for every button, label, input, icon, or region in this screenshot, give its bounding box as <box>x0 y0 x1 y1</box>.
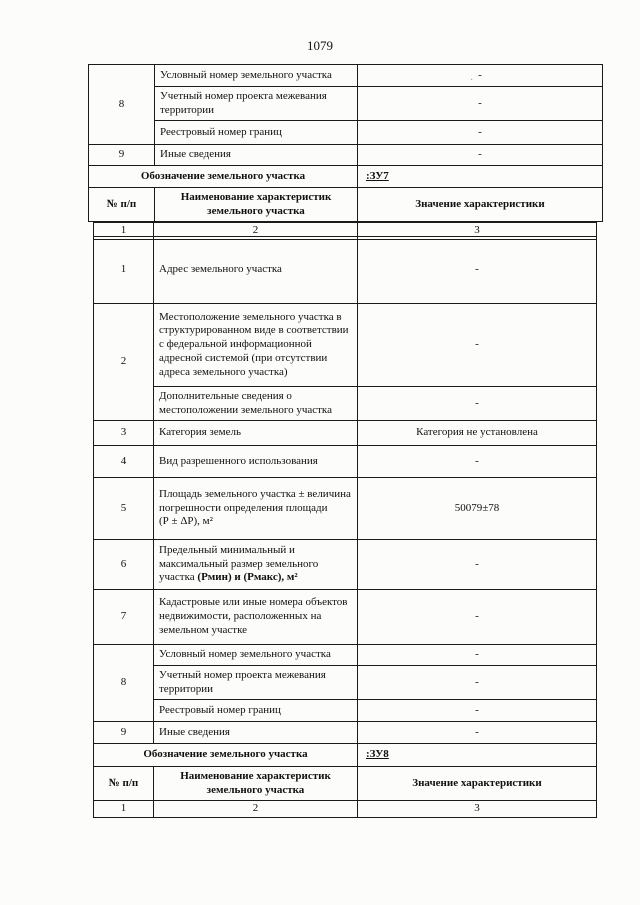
characteristic-name: Вид разрешенного использования <box>154 446 358 478</box>
characteristic-name: Условный номер земельного участка <box>154 645 358 666</box>
characteristic-value: - <box>358 666 597 700</box>
colnum-1: 1 <box>94 223 154 240</box>
row-number: 4 <box>94 446 154 478</box>
header-name: Наименование характеристик земельного участка <box>154 767 358 801</box>
row-number: 3 <box>94 421 154 446</box>
row-number: 8 <box>94 645 154 722</box>
scan-speck: · <box>470 75 474 86</box>
colnum-3: 3 <box>358 223 597 240</box>
table-row <box>89 65 603 87</box>
colnum-3: 3 <box>358 801 597 818</box>
row-number: 9 <box>89 145 155 166</box>
table-row <box>94 478 597 540</box>
size-formula: (Рмин) и (Рмакс), м² <box>197 571 298 584</box>
parcel-caption: Обозначение земельного участка <box>94 744 358 767</box>
characteristic-value: - <box>358 87 603 121</box>
characteristic-value: - <box>358 237 597 304</box>
table-row <box>94 387 597 421</box>
header-value: Значение характеристики <box>358 188 603 222</box>
table-row <box>94 446 597 478</box>
table-row <box>94 304 597 387</box>
characteristic-name: Учетный номер проекта межевания территории <box>154 666 358 700</box>
characteristic-value: - <box>358 540 597 590</box>
characteristic-name: Реестровый номер границ <box>154 700 358 722</box>
parcel-caption: Обозначение земельного участка <box>89 166 358 188</box>
colnum-2: 2 <box>154 223 358 240</box>
characteristic-value: - <box>358 446 597 478</box>
table-continuation <box>88 64 603 222</box>
parcel-designation: :ЗУ8 <box>358 744 597 767</box>
characteristic-name: Иные сведения <box>155 145 358 166</box>
characteristic-name: Категория земель <box>154 421 358 446</box>
characteristic-value: - <box>358 700 597 722</box>
table-row <box>94 700 597 722</box>
header-value: Значение характеристики <box>358 767 597 801</box>
row-number: 9 <box>94 722 154 744</box>
header-row <box>94 767 597 801</box>
characteristic-value: Категория не установлена <box>358 421 597 446</box>
table-row <box>94 590 597 645</box>
row-number: 1 <box>94 237 154 304</box>
row-number: 6 <box>94 540 154 590</box>
colnum-row <box>94 223 597 240</box>
characteristic-name: Дополнительные сведения о местоположении земельного участка <box>154 387 358 421</box>
characteristic-value: - <box>358 304 597 387</box>
header-num: № п/п <box>89 188 155 222</box>
characteristic-name <box>154 478 358 540</box>
header-row <box>89 188 603 222</box>
characteristic-name: Условный номер земельного участка <box>155 65 358 87</box>
table-row <box>94 237 597 304</box>
characteristic-value: - <box>358 590 597 645</box>
row-number: 5 <box>94 478 154 540</box>
header-name: Наименование характеристик земельного участка <box>155 188 358 222</box>
characteristic-value: - <box>358 145 603 166</box>
header-num: № п/п <box>94 767 154 801</box>
colnum-2: 2 <box>154 801 358 818</box>
size-label: Предельный минимальный и максимальный размер земельного участка <box>159 543 319 584</box>
table-row <box>94 645 597 666</box>
characteristic-name: Местоположение земельного участка в структурированном виде в соответствии с федеральной информационной адресной системой (при отсутствии адреса земельного участка) <box>154 304 358 387</box>
table-row <box>89 87 603 121</box>
table-row <box>89 121 603 145</box>
characteristic-name: Реестровый номер границ <box>155 121 358 145</box>
table-row <box>94 666 597 700</box>
colnum-1: 1 <box>94 801 154 818</box>
characteristic-name: Кадастровые или иные номера объектов недвижимости, расположенных на земельном участке <box>154 590 358 645</box>
table-row <box>94 722 597 744</box>
characteristic-value: - <box>358 645 597 666</box>
characteristic-value: - <box>358 121 603 145</box>
area-formula: (Р ± ΔР), м² <box>159 515 213 528</box>
table-zu7-colnums <box>93 222 597 240</box>
row-number: 7 <box>94 590 154 645</box>
characteristic-value: - <box>358 387 597 421</box>
characteristic-name: Учетный номер проекта межевания территории <box>155 87 358 121</box>
parcel-designation: :ЗУ7 <box>358 166 603 188</box>
table-row <box>94 421 597 446</box>
row-number: 2 <box>94 304 154 421</box>
characteristic-value: - <box>358 65 603 87</box>
parcel-caption-row <box>94 744 597 767</box>
table-row <box>89 145 603 166</box>
row-number: 8 <box>89 65 155 145</box>
characteristic-value: 50079±78 <box>358 478 597 540</box>
table-parcel-zu7 <box>93 236 597 818</box>
page-number: 1079 <box>307 38 333 53</box>
characteristic-value: - <box>358 722 597 744</box>
table-row <box>94 540 597 590</box>
characteristic-name <box>154 540 358 590</box>
area-label: Площадь земельного участка ± величина погрешности определения площади <box>159 487 351 514</box>
colnum-row <box>94 801 597 818</box>
characteristic-name: Иные сведения <box>154 722 358 744</box>
parcel-caption-row <box>89 166 603 188</box>
characteristic-name: Адрес земельного участка <box>154 237 358 304</box>
